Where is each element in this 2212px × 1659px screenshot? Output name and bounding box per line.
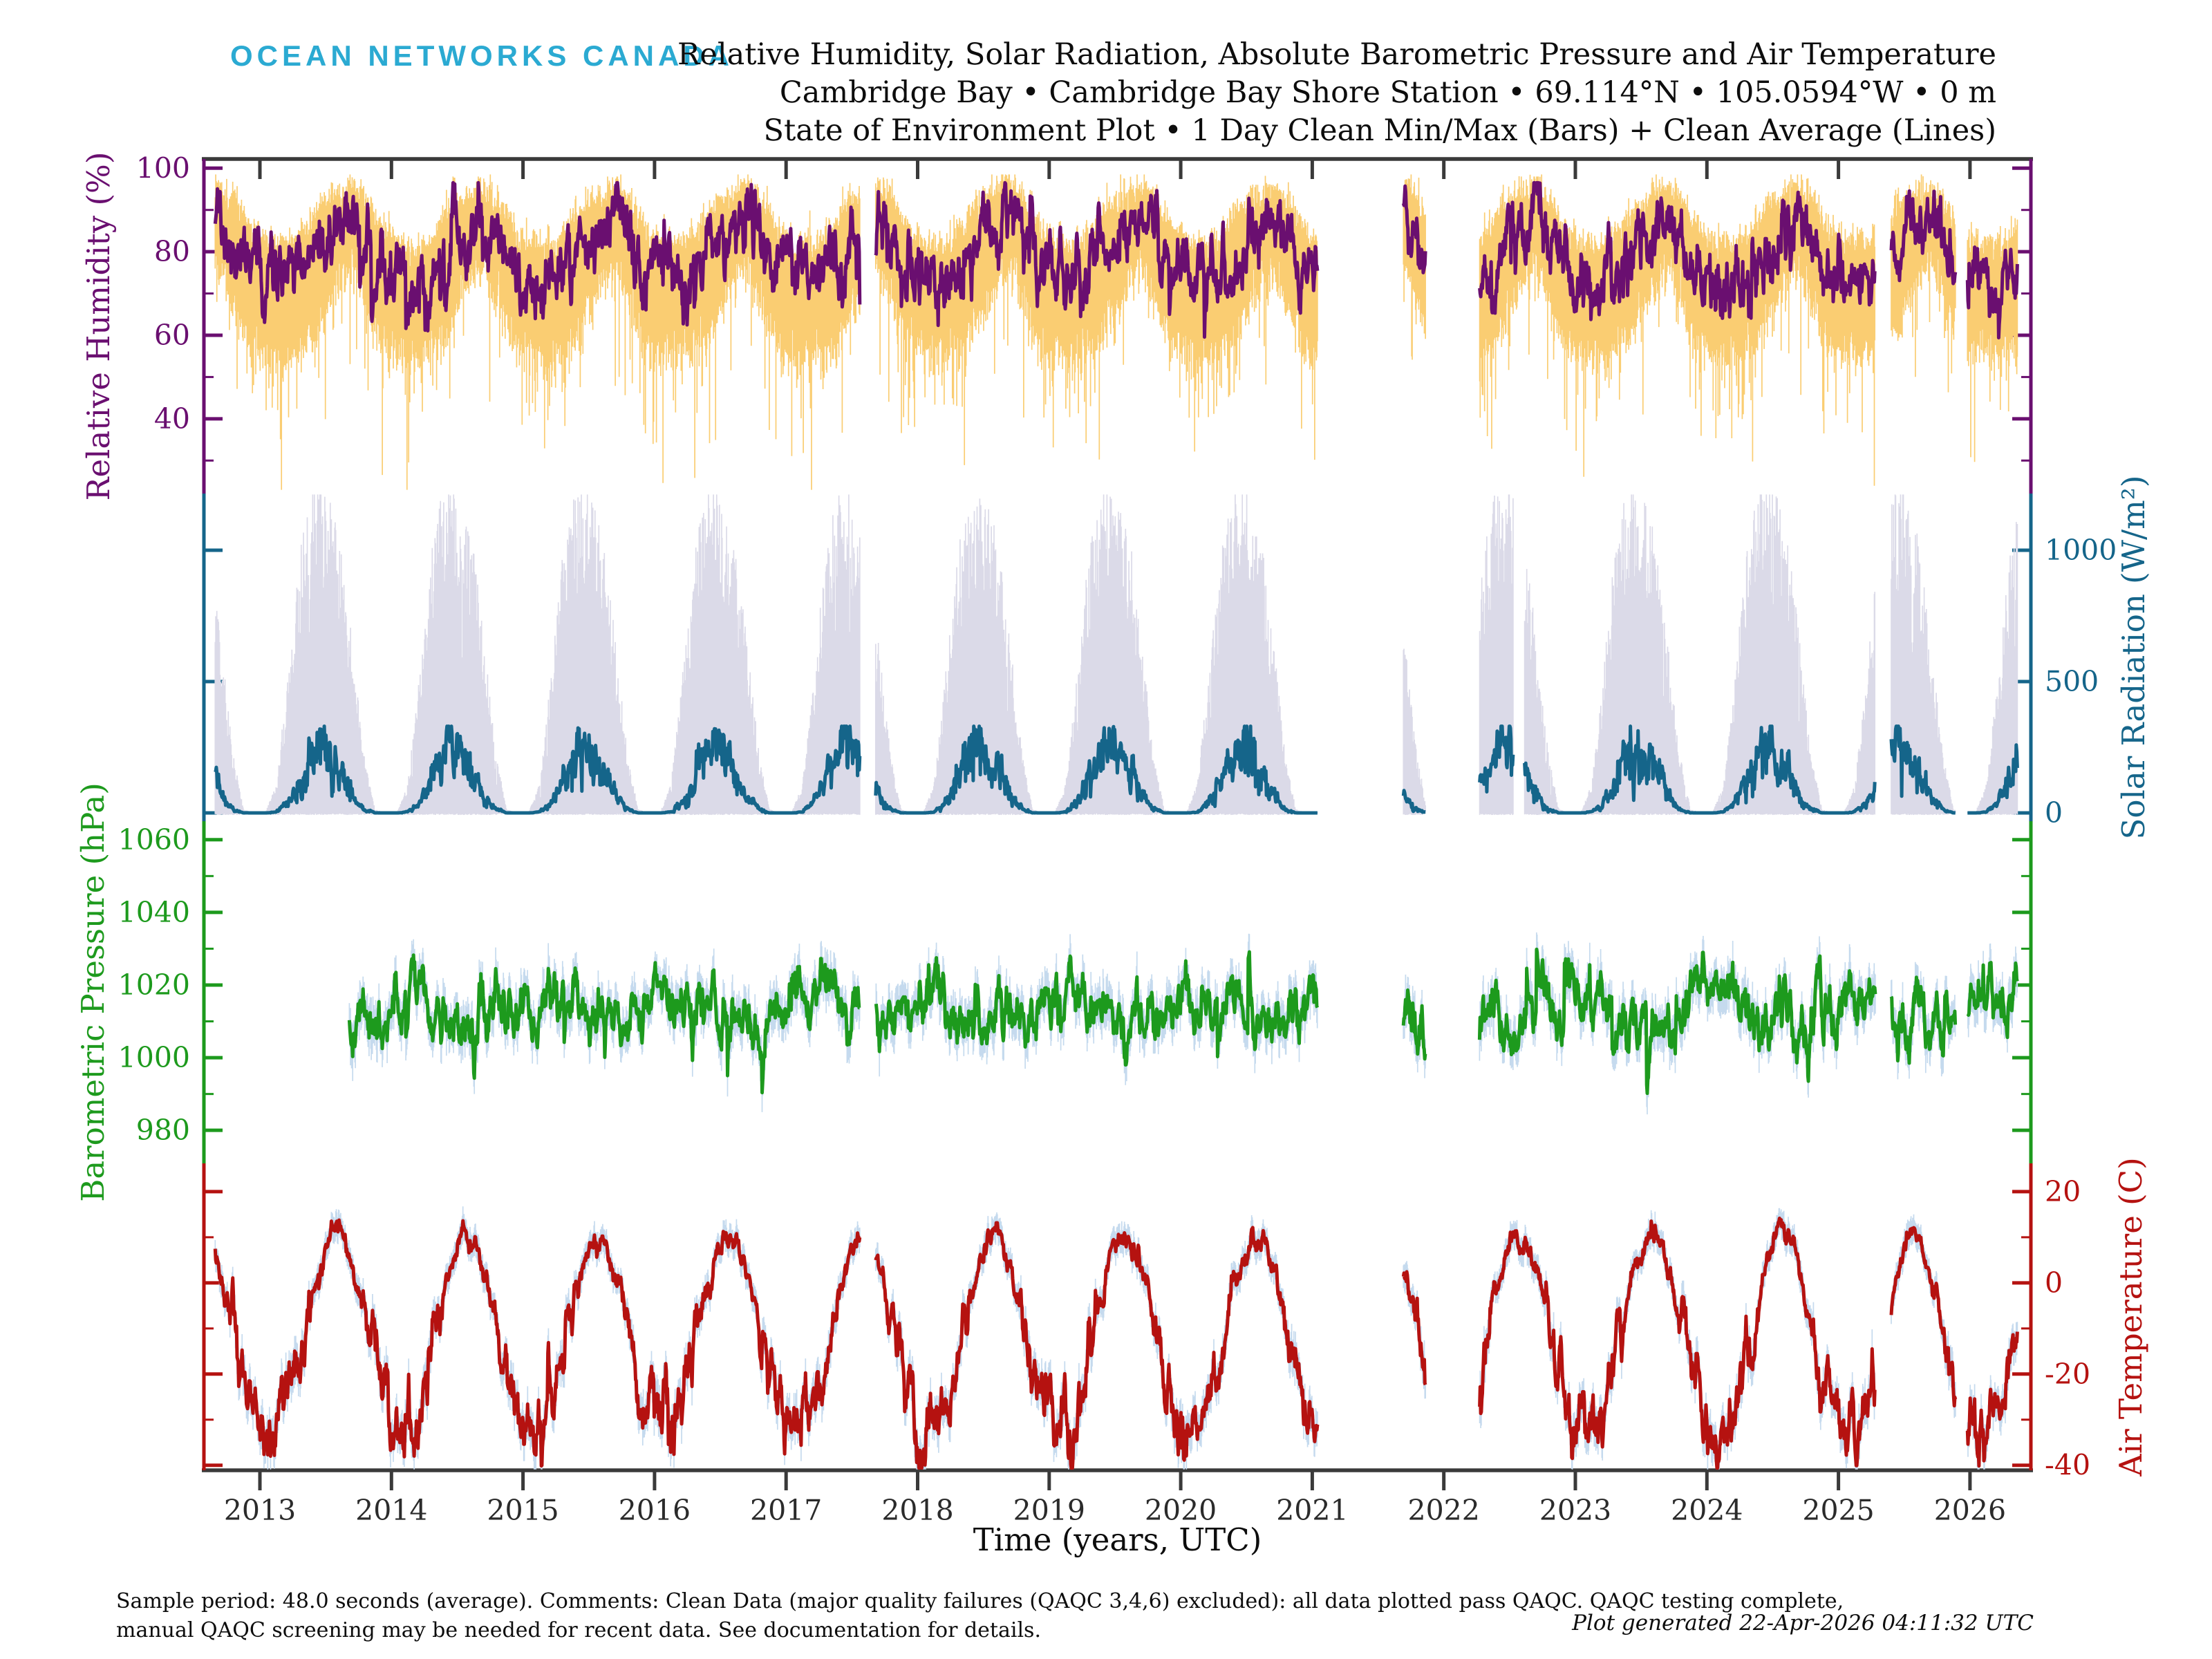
svg-text:40: 40 xyxy=(153,402,190,435)
plot-title-line3: State of Environment Plot • 1 Day Clean Min/Max (Bars) + Clean Average (Lines) xyxy=(763,113,1996,148)
svg-text:0: 0 xyxy=(2045,796,2063,830)
svg-text:Barometric Pressure (hPa): Barometric Pressure (hPa) xyxy=(75,782,111,1202)
plot-title-block xyxy=(677,36,1996,150)
svg-text:2026: 2026 xyxy=(1933,1494,2007,1527)
svg-text:2019: 2019 xyxy=(1013,1494,1085,1527)
svg-text:1020: 1020 xyxy=(118,968,190,1002)
svg-text:2022: 2022 xyxy=(1407,1494,1480,1527)
svg-text:2013: 2013 xyxy=(223,1494,297,1527)
svg-text:980: 980 xyxy=(135,1114,190,1147)
svg-text:2017: 2017 xyxy=(750,1494,823,1527)
svg-text:Air Temperature (C): Air Temperature (C) xyxy=(2112,1157,2149,1477)
svg-text:1000: 1000 xyxy=(118,1041,190,1075)
svg-text:-20: -20 xyxy=(2045,1357,2091,1391)
svg-text:Solar Radiation (W/m²): Solar Radiation (W/m²) xyxy=(2115,475,2152,840)
svg-text:500: 500 xyxy=(2045,664,2099,698)
svg-text:2014: 2014 xyxy=(355,1494,428,1527)
svg-text:Time (years, UTC): Time (years, UTC) xyxy=(973,1521,1262,1558)
svg-text:1040: 1040 xyxy=(118,895,190,929)
ocean-networks-canada-logo: OCEAN NETWORKS CANADA xyxy=(230,39,733,72)
svg-text:60: 60 xyxy=(153,318,190,352)
svg-text:100: 100 xyxy=(135,151,190,185)
svg-text:20: 20 xyxy=(2045,1174,2081,1208)
svg-text:1000: 1000 xyxy=(2045,534,2117,568)
svg-text:2023: 2023 xyxy=(1539,1494,1612,1527)
plot-title-line2: Cambridge Bay • Cambridge Bay Shore Station • 69.114°N • 105.0594°W • 0 m xyxy=(779,75,1996,110)
svg-text:-40: -40 xyxy=(2045,1448,2091,1482)
svg-text:1060: 1060 xyxy=(118,823,190,856)
svg-text:2020: 2020 xyxy=(1144,1494,1217,1527)
svg-text:2021: 2021 xyxy=(1276,1494,1349,1527)
svg-text:2016: 2016 xyxy=(618,1494,691,1527)
svg-text:2025: 2025 xyxy=(1802,1494,1875,1527)
svg-text:80: 80 xyxy=(153,235,190,269)
svg-text:2015: 2015 xyxy=(487,1494,559,1527)
footer-line2: manual QAQC screening may be needed for recent data. See documentation for details. xyxy=(116,1618,1041,1642)
svg-text:Relative Humidity (%): Relative Humidity (%) xyxy=(80,151,117,501)
plot-title-line1: Relative Humidity, Solar Radiation, Absolute Barometric Pressure and Air Temperature xyxy=(677,37,1996,72)
footer-line1: Sample period: 48.0 seconds (average). Comments: Clean Data (major quality failures (QAQC 3,4,6) excluded): all data plotted pass QAQC. QAQC testing complete, xyxy=(116,1589,1844,1613)
svg-text:0: 0 xyxy=(2045,1266,2063,1300)
svg-text:2018: 2018 xyxy=(881,1494,954,1527)
svg-text:2024: 2024 xyxy=(1671,1494,1743,1527)
plot-generated-timestamp: Plot generated 22-Apr-2026 04:11:32 UTC xyxy=(1572,1611,2034,1635)
